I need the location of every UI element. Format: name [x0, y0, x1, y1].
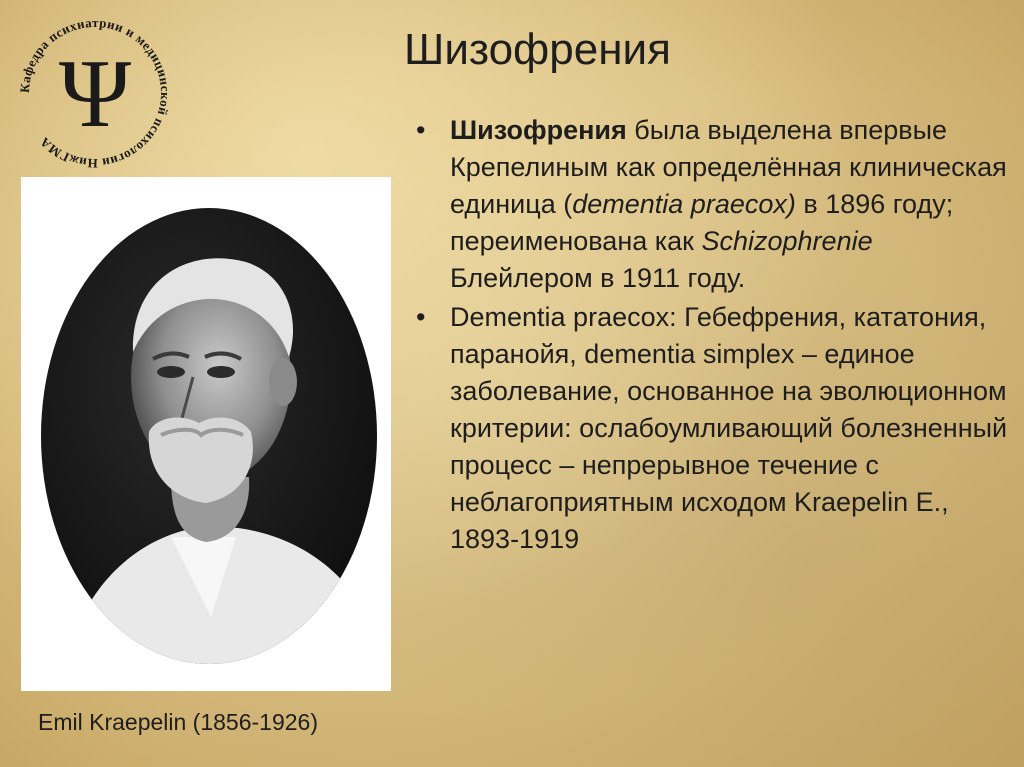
bullet-latin-term: dementia praecox): [572, 189, 796, 219]
bullet-german-term: Schizophrenie: [701, 226, 873, 256]
emblem-ring-text: Кафедра психиатрии и медицинской психологии НижГМА: [16, 14, 174, 172]
bullet-marker: •: [416, 302, 426, 332]
bullet-text-segment: Блейлером в 1911 году.: [450, 263, 746, 293]
psi-icon: Ψ: [58, 40, 132, 148]
bullet-marker: •: [416, 115, 426, 145]
bullet-item-dementia-praecox: [404, 299, 1014, 558]
emblem-seal: [10, 8, 180, 178]
bullet-text-segment: была выделена впервые Крепелиным как определённая клиническая единица (: [450, 115, 1007, 219]
portrait-photo: [21, 177, 391, 691]
bullet-text: Dementia praecox: Гебефрения, кататония, паранойя, dementia simplex – единое заболевание, основанное на эволюционном критерии: ослабоумливающий болезненный процесс – непрерывное течение с неблагоприятным исходом Kraepelin E., 1893-1919: [450, 302, 1008, 554]
department-emblem: [10, 8, 180, 178]
bullet-term: Шизофрения: [450, 115, 627, 145]
bullet-text-segment: в 1896 году; переименована как: [450, 189, 954, 256]
bullet-item-history: [404, 112, 1014, 297]
bullet-list: [404, 112, 1014, 558]
slide-title: Шизофрения: [404, 25, 671, 74]
bullet-content: [404, 112, 1014, 558]
portrait-caption: Emil Kraepelin (1856-1926): [38, 709, 318, 735]
portrait-image: [21, 177, 391, 691]
